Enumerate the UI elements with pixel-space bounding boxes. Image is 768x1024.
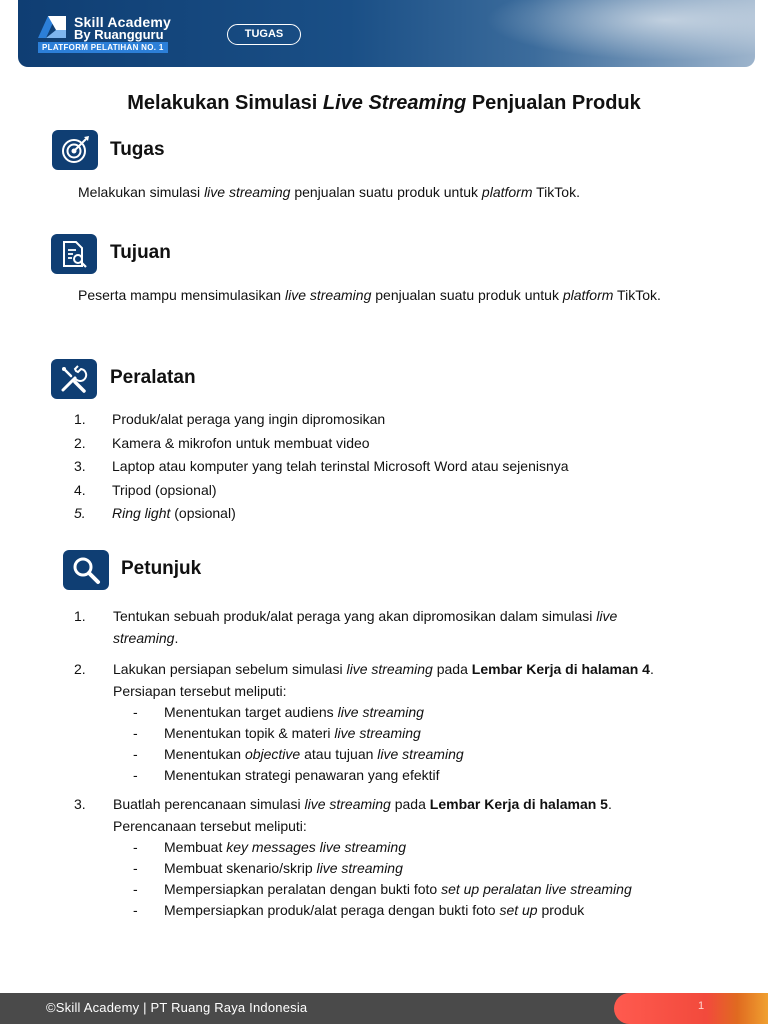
skill-academy-logo xyxy=(38,14,208,54)
step-number: 2. xyxy=(74,661,86,677)
italic-text: live streaming xyxy=(334,725,421,741)
text-run: pada xyxy=(390,796,430,812)
text-run: . xyxy=(607,796,612,812)
text-run: Tripod (opsional) xyxy=(112,481,217,498)
list-item xyxy=(74,432,724,456)
italic-text: live streaming xyxy=(304,796,391,812)
step-body xyxy=(113,605,713,649)
italic-text: live streaming xyxy=(377,746,464,762)
text-run: Tentukan sebuah produk/alat peraga yang akan dipromosikan dalam simulasi xyxy=(113,608,597,624)
dash-bullet: - xyxy=(133,767,138,783)
step-number: 3. xyxy=(74,796,86,812)
target-icon xyxy=(52,130,98,170)
list-number: 3. xyxy=(74,458,86,474)
text-run: penjualan suatu produk untuk xyxy=(290,184,482,200)
text-run: Melakukan simulasi xyxy=(78,184,205,200)
brand-name: Skill Academy xyxy=(74,14,172,30)
magnifier-icon xyxy=(63,550,109,590)
bold-text: Lembar Kerja di halaman 5 xyxy=(429,796,608,812)
italic-text: live xyxy=(596,608,618,624)
sub-item xyxy=(113,744,713,765)
section-heading-petunjuk: Petunjuk xyxy=(121,558,202,579)
dash-bullet: - xyxy=(133,839,138,855)
italic-text: platform xyxy=(481,184,533,200)
italic-text: platform xyxy=(562,287,614,303)
bold-text: Lembar Kerja di halaman 4 xyxy=(471,661,650,677)
text-run: Mempersiapkan produk/alat peraga dengan bukti foto xyxy=(164,902,500,918)
title-part2: Penjualan Produk xyxy=(466,92,641,114)
text-run: Membuat skenario/skrip xyxy=(164,860,317,876)
text-run: Menentukan topik & materi xyxy=(164,725,335,741)
dash-bullet: - xyxy=(133,881,138,897)
text-run: Produk/alat peraga yang ingin dipromosikan xyxy=(112,411,386,427)
section-heading-peralatan: Peralatan xyxy=(110,367,196,388)
sub-item xyxy=(113,765,713,786)
list-item xyxy=(74,479,724,503)
section-heading-tujuan: Tujuan xyxy=(110,242,171,263)
text-run: TikTok. xyxy=(613,287,661,303)
list-number: 2. xyxy=(74,434,86,451)
text-run: Kamera & mikrofon untuk membuat video xyxy=(112,434,370,451)
text-run: Menentukan target audiens xyxy=(164,704,338,720)
list-item xyxy=(74,455,724,479)
list-item xyxy=(74,408,724,432)
tugas-tag: TUGAS xyxy=(227,24,301,45)
italic-text: live streaming xyxy=(284,287,372,303)
step-line xyxy=(113,815,713,837)
document-title xyxy=(0,92,768,115)
italic-text: set up xyxy=(499,902,538,918)
text-run: Menentukan xyxy=(164,746,245,762)
page-number: 1 xyxy=(698,1000,705,1012)
step-line xyxy=(113,793,713,815)
title-part1: Melakukan Simulasi xyxy=(127,92,323,114)
sub-item xyxy=(113,702,713,723)
sub-item xyxy=(113,900,713,921)
italic-text: Ring light xyxy=(112,505,171,521)
sub-item xyxy=(113,858,713,879)
tugas-text xyxy=(78,182,718,203)
italic-text: live streaming xyxy=(204,184,291,200)
step-body xyxy=(113,793,713,921)
list-item xyxy=(74,502,724,526)
footer-accent-shape xyxy=(614,993,768,1024)
text-run: produk xyxy=(537,902,585,918)
list-number: 5. xyxy=(74,505,86,521)
text-run: TikTok. xyxy=(532,184,580,200)
page-footer xyxy=(0,993,768,1024)
text-run: Membuat xyxy=(164,839,227,855)
text-run: . xyxy=(174,630,179,646)
dash-bullet: - xyxy=(133,860,138,876)
document-search-icon xyxy=(51,234,97,274)
text-run: atau tujuan xyxy=(300,746,378,762)
tujuan-text xyxy=(78,285,718,306)
brand-tagline: PLATFORM PELATIHAN NO. 1 xyxy=(38,42,168,53)
text-run: Mempersiapkan peralatan dengan bukti foto xyxy=(164,881,442,897)
italic-text: set up peralatan live streaming xyxy=(441,881,632,897)
logo-mark-icon xyxy=(38,16,66,38)
step-number: 1. xyxy=(74,608,86,624)
step-body xyxy=(113,658,713,786)
text-run: Menentukan strategi penawaran yang efektif xyxy=(164,767,440,783)
list-number: 4. xyxy=(74,481,86,498)
dash-bullet: - xyxy=(133,902,138,918)
text-run: Peserta mampu mensimulasikan xyxy=(78,287,285,303)
step-line xyxy=(113,658,713,680)
step-line xyxy=(113,627,713,649)
text-run: Lakukan persiapan sebelum simulasi xyxy=(113,661,347,677)
text-run: penjualan suatu produk untuk xyxy=(371,287,563,303)
text-run: Perencanaan tersebut meliputi: xyxy=(113,818,307,834)
page-header xyxy=(18,0,755,67)
sub-item xyxy=(113,723,713,744)
dash-bullet: - xyxy=(133,725,138,741)
text-run: Persiapan tersebut meliputi: xyxy=(113,683,287,699)
text-run: Laptop atau komputer yang telah terinstal Microsoft Word atau sejenisnya xyxy=(112,458,569,474)
title-italic: Live Streaming xyxy=(322,92,467,114)
petunjuk-steps xyxy=(74,605,724,935)
header-photo xyxy=(455,0,755,67)
text-run: . xyxy=(649,661,654,677)
sub-item xyxy=(113,879,713,900)
step-line xyxy=(113,605,713,627)
peralatan-list xyxy=(74,408,724,526)
footer-copyright: ©Skill Academy | PT Ruang Raya Indonesia xyxy=(46,1000,308,1015)
italic-text: key messages live streaming xyxy=(226,839,406,855)
italic-text: live streaming xyxy=(337,704,424,720)
step-line xyxy=(113,680,713,702)
dash-bullet: - xyxy=(133,704,138,720)
tools-icon xyxy=(51,359,97,399)
sub-item xyxy=(113,837,713,858)
italic-text: streaming xyxy=(113,630,175,646)
dash-bullet: - xyxy=(133,746,138,762)
text-run: pada xyxy=(432,661,472,677)
brand-subname: By Ruangguru xyxy=(74,27,164,42)
italic-text: live streaming xyxy=(316,860,403,876)
list-number: 1. xyxy=(74,411,86,427)
text-run: Buatlah perencanaan simulasi xyxy=(113,796,305,812)
italic-text: objective xyxy=(244,746,301,762)
section-heading-tugas: Tugas xyxy=(110,139,165,160)
italic-text: live streaming xyxy=(346,661,433,677)
text-run: (opsional) xyxy=(170,505,236,521)
